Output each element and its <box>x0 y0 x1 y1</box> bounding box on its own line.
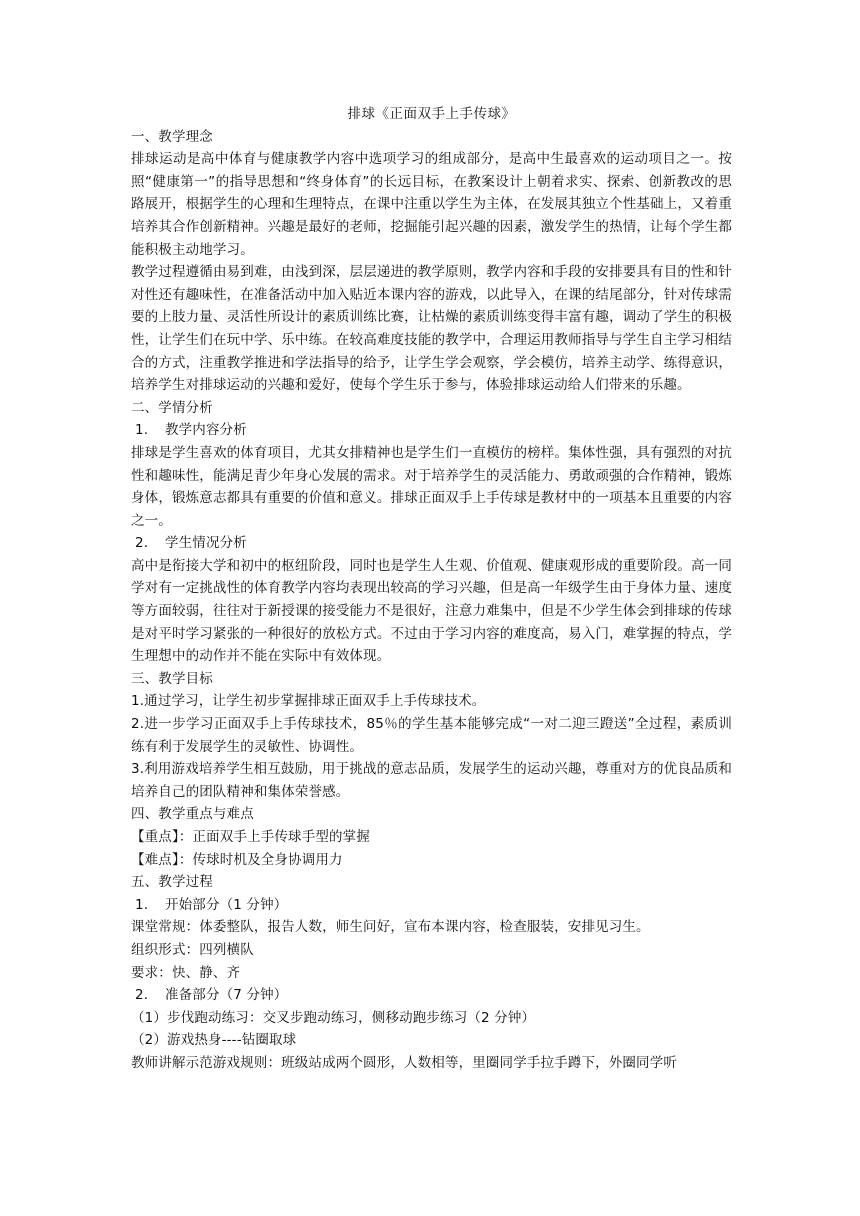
paragraph-content-analysis: 排球是学生喜欢的体育项目，尤其女排精神也是学生们一直模仿的榜样。集体性强，具有强烈的对抗性和趣味性，能满足青少年身心发展的需求。对于培养学生的灵活能力、勇敢顽强的合作精神，锻炼身体，锻炼意志都具有重要的价值和意义。排球正面双手上手传球是教材中的一项基本且重要的内容之一。 <box>131 444 732 529</box>
subheading-label: 教学内容分析 <box>165 422 247 439</box>
paragraph-student-analysis: 高中是衔接大学和初中的枢纽阶段，同时也是学生人生观、价值观、健康观形成的重要阶段。高一同学对有一定挑战性的体育教学内容均表现出较高的学习兴趣，但是高一年级学生由于身体力量、速度等方面较弱，往往对于新授课的接受能力不是很好，注意力难集中，但是不少学生体会到排球的传球是对平时学习紧张的一种很好的放松方式。不过由于学习内容的难度高，易入门，难掌握的特点，学生理想中的动作并不能在实际中有效体现。 <box>131 557 732 665</box>
section-heading-teaching-philosophy: 一、教学理念 <box>131 128 213 145</box>
paragraph-class-routine: 课堂常规：体委整队，报告人数，师生问好，宣布本课内容，检查服装，安排见习生。 <box>131 919 650 936</box>
paragraph-philosophy-1: 排球运动是高中体育与健康教学内容中选项学习的组成部分，是高中生最喜欢的运动项目之一。按照“健康第一”的指导思想和“终身体育”的长远目标，在教案设计上朝着求实、探索、创新教改的思路展开，根据学生的心理和生理特点，在课中注重以学生为主体，在发展其独立个性基础上，又着重培养其合作创新精神。兴趣是最好的老师，挖掘能引起兴趣的因素，激发学生的热情，让每个学生都能积极主动地学习。 <box>131 151 732 258</box>
warmup-item-2: （2）游戏热身----钻圈取球 <box>131 1032 297 1049</box>
section-heading-teaching-process: 五、教学过程 <box>131 874 213 891</box>
section-heading-teaching-goals: 三、教学目标 <box>131 670 213 687</box>
goal-item-3: 3.利用游戏培养学生相互鼓励，用于挑战的意志品质，发展学生的运动兴趣，尊重对方的优良品质和培养自己的团队精神和集体荣誉感。 <box>131 761 732 800</box>
subheading-content-analysis <box>131 419 732 442</box>
subheading-label: 学生情况分析 <box>165 535 247 552</box>
list-number: 2. <box>135 535 149 552</box>
goal-item-2: 2.进一步学习正面双手上手传球技术，85％的学生基本能够完成“一对二迎三蹬送”全过程，素质训练有利于发展学生的灵敏性、协调性。 <box>131 716 732 755</box>
section-heading-key-points: 四、教学重点与难点 <box>131 806 254 823</box>
list-number: 1. <box>135 422 149 439</box>
list-number: 2. <box>135 987 149 1004</box>
document-title: 排球《正面双手上手传球》 <box>347 106 516 122</box>
paragraph-organization: 组织形式：四列横队 <box>131 941 254 958</box>
subheading-label: 开始部分（1 分钟） <box>165 896 288 913</box>
subheading-warmup-part <box>131 984 732 1007</box>
subheading-opening-part <box>131 894 732 917</box>
goal-item-1: 1.通过学习，让学生初步掌握排球正面双手上手传球技术。 <box>131 693 486 710</box>
section-heading-learning-analysis: 二、学情分析 <box>131 399 213 416</box>
document-page <box>131 103 732 1075</box>
subheading-label: 准备部分（7 分钟） <box>165 987 288 1004</box>
paragraph-game-rules: 教师讲解示范游戏规则：班级站成两个圆形，人数相等，里圈同学手拉手蹲下，外圈同学听 <box>131 1054 677 1071</box>
key-point-focus: 【重点】：正面双手上手传球手型的掌握 <box>131 829 370 845</box>
paragraph-requirements: 要求：快、静、齐 <box>131 964 241 981</box>
subheading-student-analysis <box>131 532 732 555</box>
key-point-difficulty: 【难点】：传球时机及全身协调用力 <box>131 851 343 868</box>
list-number: 1. <box>135 896 149 913</box>
warmup-item-1: （1）步伐跑动练习：交叉步跑动练习，侧移动跑步练习（2 分钟） <box>131 1009 536 1026</box>
paragraph-philosophy-2: 教学过程遵循由易到难，由浅到深，层层递进的教学原则，教学内容和手段的安排要具有目的性和针对性还有趣味性，在准备活动中加入贴近本课内容的游戏，以此导入，在课的结尾部分，针对传球需要的上肢力量、灵活性所设计的素质训练比赛，让枯燥的素质训练变得丰富有趣，调动了学生的积极性，让学生们在玩中学、乐中练。在较高难度技能的教学中，合理运用教师指导与学生自主学习相结合的方式，注重教学推进和学法指导的给予，让学生学会观察，学会模仿，培养主动学、练得意识，培养学生对排球运动的兴趣和爱好，使每个学生乐于参与，体验排球运动给人们带来的乐趣。 <box>131 264 732 394</box>
